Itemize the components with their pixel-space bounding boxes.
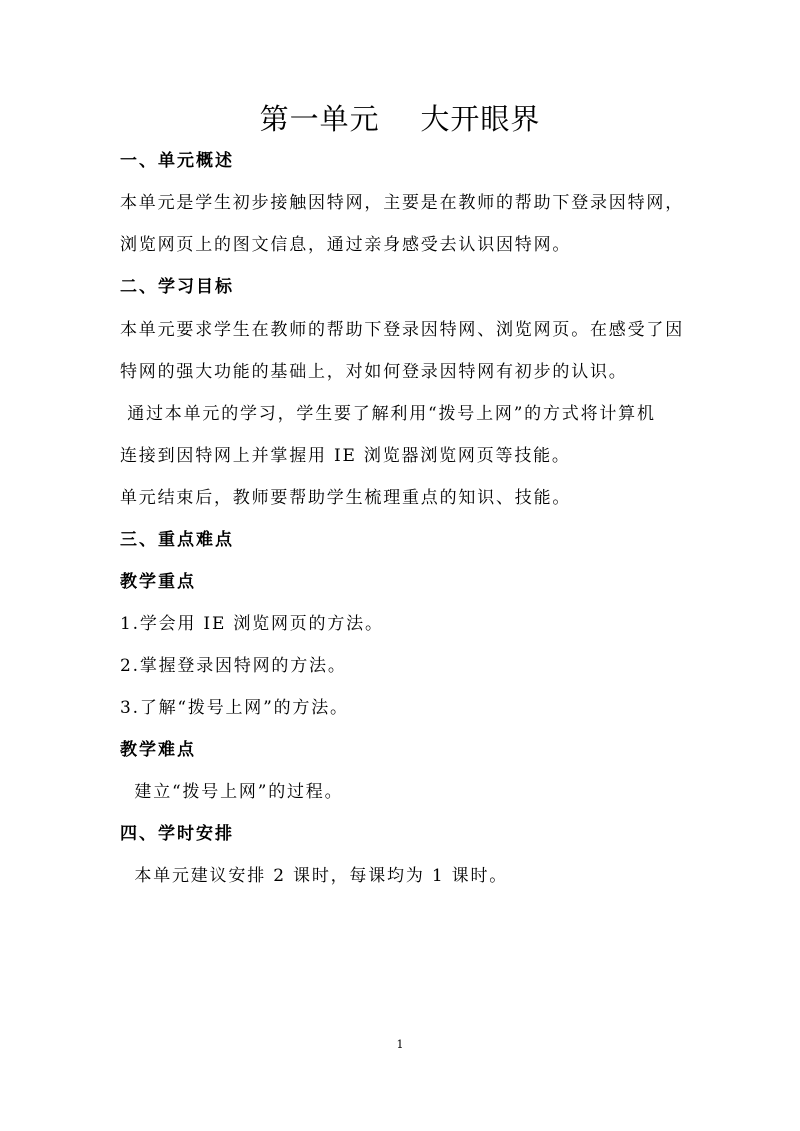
page-number: 1 [396,1038,404,1051]
focus-item-3: 3.了解“拨号上网”的方法。 [120,698,349,718]
objectives-line-4: 连接到因特网上并掌握用 IE 浏览器浏览网页等技能。 [120,446,571,466]
overview-line-2: 浏览网页上的图文信息，通过亲身感受去认识因特网。 [120,235,572,255]
focus-item-2: 2.掌握登录因特网的方法。 [120,656,347,676]
focus-heading: 教学重点 [120,572,196,592]
section-heading-schedule: 四、学时安排 [120,824,234,844]
objectives-line-1: 本单元要求学生在教师的帮助下登录因特网、浏览网页。在感受了因 [120,320,684,340]
section-heading-overview: 一、单元概述 [120,151,234,171]
objectives-line-5: 单元结束后，教师要帮助学生梳理重点的知识、技能。 [120,488,572,508]
page-title: 第一单元 大开眼界 [259,102,541,136]
difficulty-text: 建立“拨号上网”的过程。 [120,782,344,802]
section-heading-objectives: 二、学习目标 [120,277,234,297]
difficulty-heading: 教学难点 [120,740,196,760]
section-heading-key-points: 三、重点难点 [120,530,234,550]
objectives-line-3: 通过本单元的学习，学生要了解利用“拨号上网”的方式将计算机 [120,404,656,424]
overview-line-1: 本单元是学生初步接触因特网，主要是在教师的帮助下登录因特网， [120,193,684,213]
schedule-text: 本单元建议安排 2 课时，每课均为 1 课时。 [120,866,509,886]
focus-item-1: 1.学会用 IE 浏览网页的方法。 [120,614,384,634]
objectives-line-2: 特网的强大功能的基础上，对如何登录因特网有初步的认识。 [120,362,628,382]
